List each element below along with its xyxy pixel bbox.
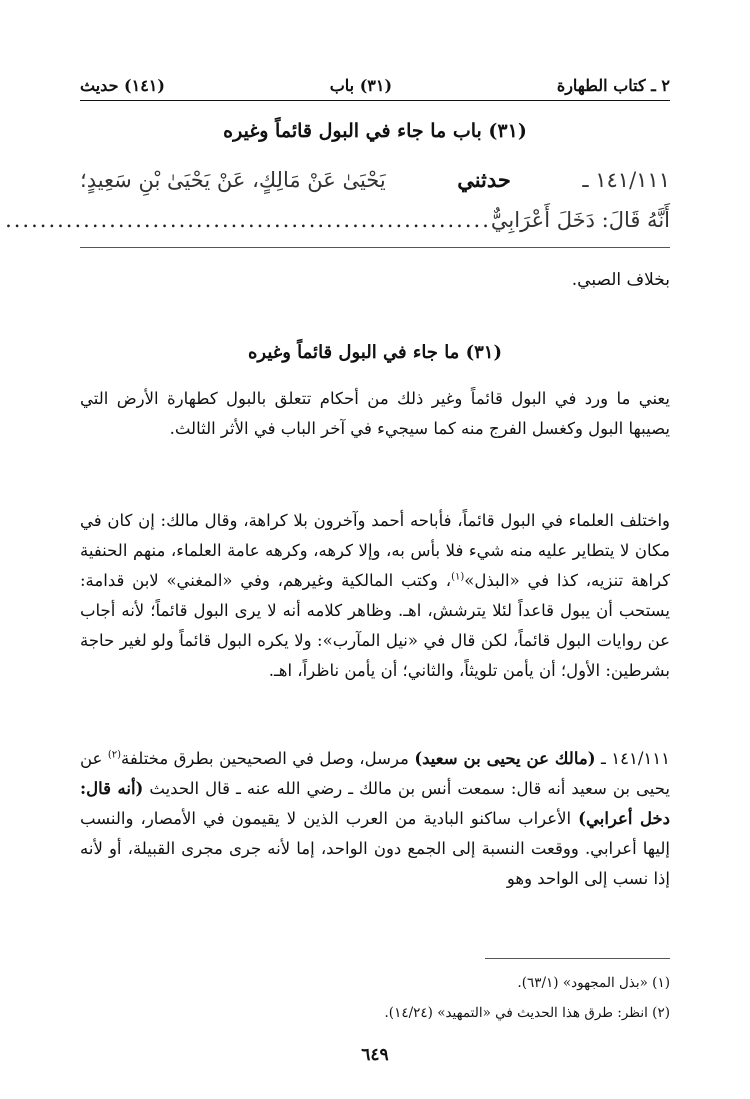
hadith-matn: أَنَّهُ قَالَ: دَخَلَ أَعْرَابِيٌّ <box>490 208 670 232</box>
p3-text-a: مرسل، وصل في الصحيحين بطرق مختلفة <box>121 749 409 768</box>
commentary-paragraph-2 <box>80 506 670 686</box>
footnotes <box>80 968 670 1028</box>
footnote-2: (٢) انظر: طرق هذا الحديث في «التمهيد» (١٤/٢٤). <box>384 1005 670 1021</box>
hadith-text <box>5 160 670 240</box>
hadith-number: ١٤١/١١١ ـ <box>582 168 670 192</box>
commentary-paragraph-1: يعني ما ورد في البول قائماً وغير ذلك من أحكام تتعلق بالبول كطهارة الأرض التي يصيبها البول وكغسل الفرج منه كما سيجيء في آخر الباب في الأثر الثالث. <box>80 389 670 438</box>
header-book: ٢ ـ كتاب الطهارة <box>556 75 670 95</box>
p3-bold-quote: (أنه قال: دخل أعرابي) <box>80 779 671 828</box>
commentary-paragraph-3 <box>80 744 670 894</box>
hadith-dots: ........................................................ <box>5 208 491 232</box>
p2-text-a: واختلف العلماء في البول قائماً، فأباحه أحمد وآخرون بلا كراهة، وقال مالك: إن كان في مكان لا يتطاير عليه منه شيء فلا بأس به، وإلا كرهه، وكرهه عامة العلماء، منهم الحنفية كراهة تنزيه، كذا في «البذل» <box>80 511 670 590</box>
header-chapter: (٣١) باب <box>329 75 393 95</box>
footnote-ref-2[interactable]: (٢) <box>107 749 122 761</box>
header-rule <box>80 100 670 101</box>
text-separator-rule <box>80 247 670 248</box>
commentary-title: (٣١) ما جاء في البول قائماً وغيره <box>248 342 502 363</box>
chapter-title: (٣١) باب ما جاء في البول قائماً وغيره <box>223 120 527 142</box>
hadith-line-2 <box>5 200 670 240</box>
hadith-haddathani: حدثني <box>457 167 511 192</box>
p3-bold-isnad: (مالك عن يحيى بن سعيد) <box>414 749 596 768</box>
header-hadith: (١٤١) حديث <box>80 75 165 95</box>
footnote-rule <box>485 958 670 959</box>
p2-text-b: ، وكتب المالكية وغيرهم، وفي «المغني» لابن قدامة: يستحب أن يبول قاعداً لئلا يترشش، اهـ. وظاهر كلامه أنه لا يرى البول قائماً؛ لأنه أجاب عن روايات البول قائماً، لكن قال في «نيل المآرب»: ولا يكره البول قائماً ولو لغير حاجة بشرطين: الأول؛ أن يأمن تلويثاً، والثاني؛ أن يأمن ناظراً، اهـ. <box>80 571 670 680</box>
p3-text-b: عن يحيى بن سعيد أنه قال: سمعت أنس بن مالك ـ رضي الله عنه ـ قال الحديث <box>80 749 670 798</box>
footnote-ref-1[interactable]: (١) <box>451 571 465 583</box>
p3-number: ١٤١/١١١ ـ <box>600 749 670 768</box>
page-number: ٦٤٩ <box>361 1045 389 1065</box>
running-header <box>80 72 670 98</box>
hadith-line-1 <box>80 160 670 200</box>
hadith-isnad: يَحْيَىٰ عَنْ مَالِكٍ، عَنْ يَحْيَىٰ بْنِ سَعِيدٍ؛ <box>80 168 386 192</box>
continued-text: بخلاف الصبي. <box>571 270 670 290</box>
p3-text-c: الأعراب ساكنو البادية من العرب الذين لا يقيمون في الأمصار، والنسب إليها أعرابي. ووقعت النسبة إلى الجمع دون الواحد، إما لأنه جرى مجرى القبيلة، أو لأنه إذا نسب إلى الواحد وهو <box>80 809 670 888</box>
footnote-1: (١) «بذل المجهود» (٦٣/١). <box>517 975 670 991</box>
